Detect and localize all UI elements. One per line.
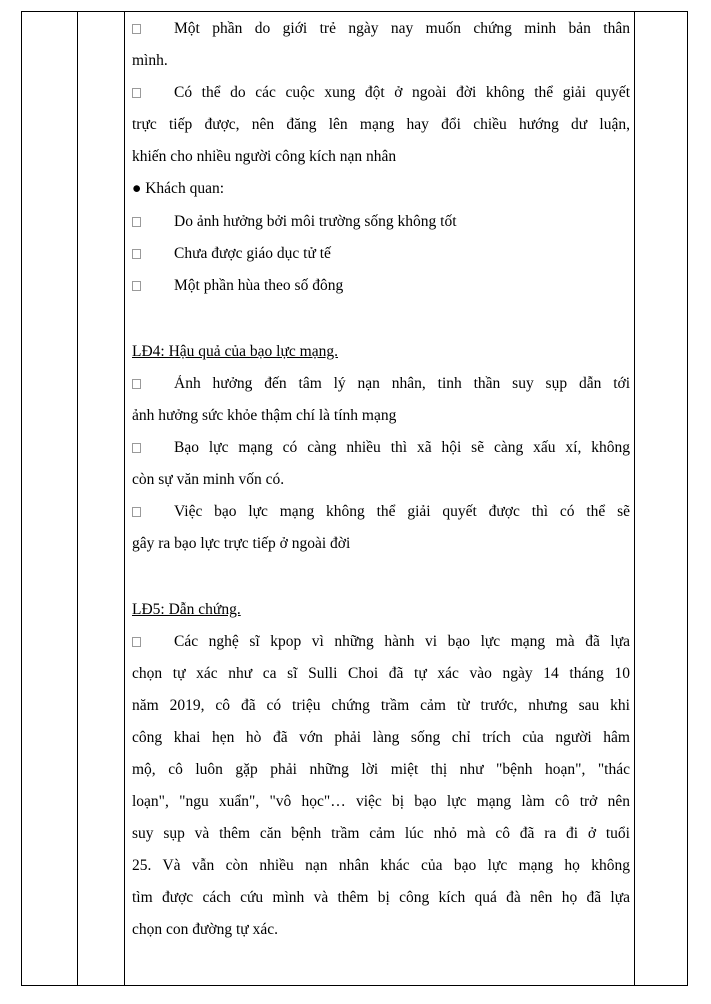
- checkbox-bullet-icon: [132, 88, 141, 98]
- text-line: Có thể do các cuộc xung đột ở ngoài đời không thể giải quyết: [174, 84, 630, 101]
- text-line: Việc bạo lực mạng không thể giải quyết được thì có thể sẽ: [174, 503, 630, 520]
- bullet-line: [132, 439, 630, 461]
- checkbox-bullet-icon: [132, 507, 141, 517]
- list-item: [132, 213, 630, 231]
- bullet-line: [132, 503, 630, 525]
- checkbox-bullet-icon: [132, 379, 141, 389]
- text-line: ảnh hưởng sức khỏe thậm chí là tính mạng: [132, 407, 397, 424]
- checkbox-bullet-icon: [132, 443, 141, 453]
- checkbox-bullet-icon: [132, 217, 141, 227]
- text-line: năm 2019, cô đã có triệu chứng trầm cảm từ trước, nhưng sau khi: [132, 697, 630, 714]
- list-item-text: Chưa được giáo dục tử tế: [174, 245, 331, 262]
- text-line: gây ra bạo lực trực tiếp ở ngoài đời: [132, 535, 351, 552]
- column-divider: [77, 12, 78, 985]
- list-item-text: Một phần hùa theo số đông: [174, 277, 344, 294]
- text-line: chọn tự xác như ca sĩ Sulli Choi đã tự xác vào ngày 14 tháng 10: [132, 665, 630, 682]
- text-line: loạn", "ngu xuẩn", "vô học"… việc bị bạo lực mạng làm cô trở nên: [132, 793, 630, 810]
- list-item: [132, 245, 630, 263]
- column-divider: [124, 12, 125, 985]
- bullet-line: [132, 84, 630, 106]
- text-line: tìm được cách cứu mình và thêm bị công kích quá đà nên họ đã lựa: [132, 889, 630, 906]
- text-line: trực tiếp được, nên đăng lên mạng hay đổi chiều hướng dư luận,: [132, 116, 630, 133]
- text-line: suy sụp và thêm căn bệnh trầm cảm lúc nhỏ mà cô đã ra đi ở tuổi: [132, 825, 630, 842]
- section-heading: ● Khách quan:: [132, 180, 225, 197]
- text-line: mộ, cô luôn gặp phải những lời miệt thị như "bệnh hoạn", "thác: [132, 761, 630, 778]
- text-line: Các nghệ sĩ kpop vì những hành vi bạo lực mạng mà đã lựa: [174, 633, 630, 650]
- section-heading: LĐ5: Dẫn chứng.: [132, 601, 241, 618]
- text-line: 25. Và vẫn còn nhiều nạn nhân khác của bạo lực mạng họ không: [132, 857, 630, 874]
- text-line: chọn con đường tự xác.: [132, 921, 278, 938]
- checkbox-bullet-icon: [132, 24, 141, 34]
- section-heading: LĐ4: Hậu quả của bạo lực mạng.: [132, 343, 338, 360]
- text-line: Một phần do giới trẻ ngày nay muốn chứng minh bản thân: [174, 20, 630, 37]
- checkbox-bullet-icon: [132, 637, 141, 647]
- bullet-line: [132, 633, 630, 655]
- bullet-line: [132, 20, 630, 42]
- text-line: công khai hẹn hò đã vớn phải làng sống chỉ trích của người hâm: [132, 729, 630, 746]
- text-line: còn sự văn minh vốn có.: [132, 471, 285, 488]
- bullet-line: [132, 375, 630, 397]
- text-line: mình.: [132, 52, 168, 69]
- text-line: Ảnh hưởng đến tâm lý nạn nhân, tinh thần suy sụp dẫn tới: [174, 375, 630, 392]
- text-line: khiến cho nhiều người công kích nạn nhân: [132, 148, 397, 165]
- list-item-text: Do ảnh hưởng bởi môi trường sống không tốt: [174, 213, 457, 230]
- column-divider: [634, 12, 635, 985]
- checkbox-bullet-icon: [132, 249, 141, 259]
- list-item: [132, 277, 630, 295]
- text-line: Bạo lực mạng có càng nhiều thì xã hội sẽ càng xấu xí, không: [174, 439, 630, 456]
- checkbox-bullet-icon: [132, 281, 141, 291]
